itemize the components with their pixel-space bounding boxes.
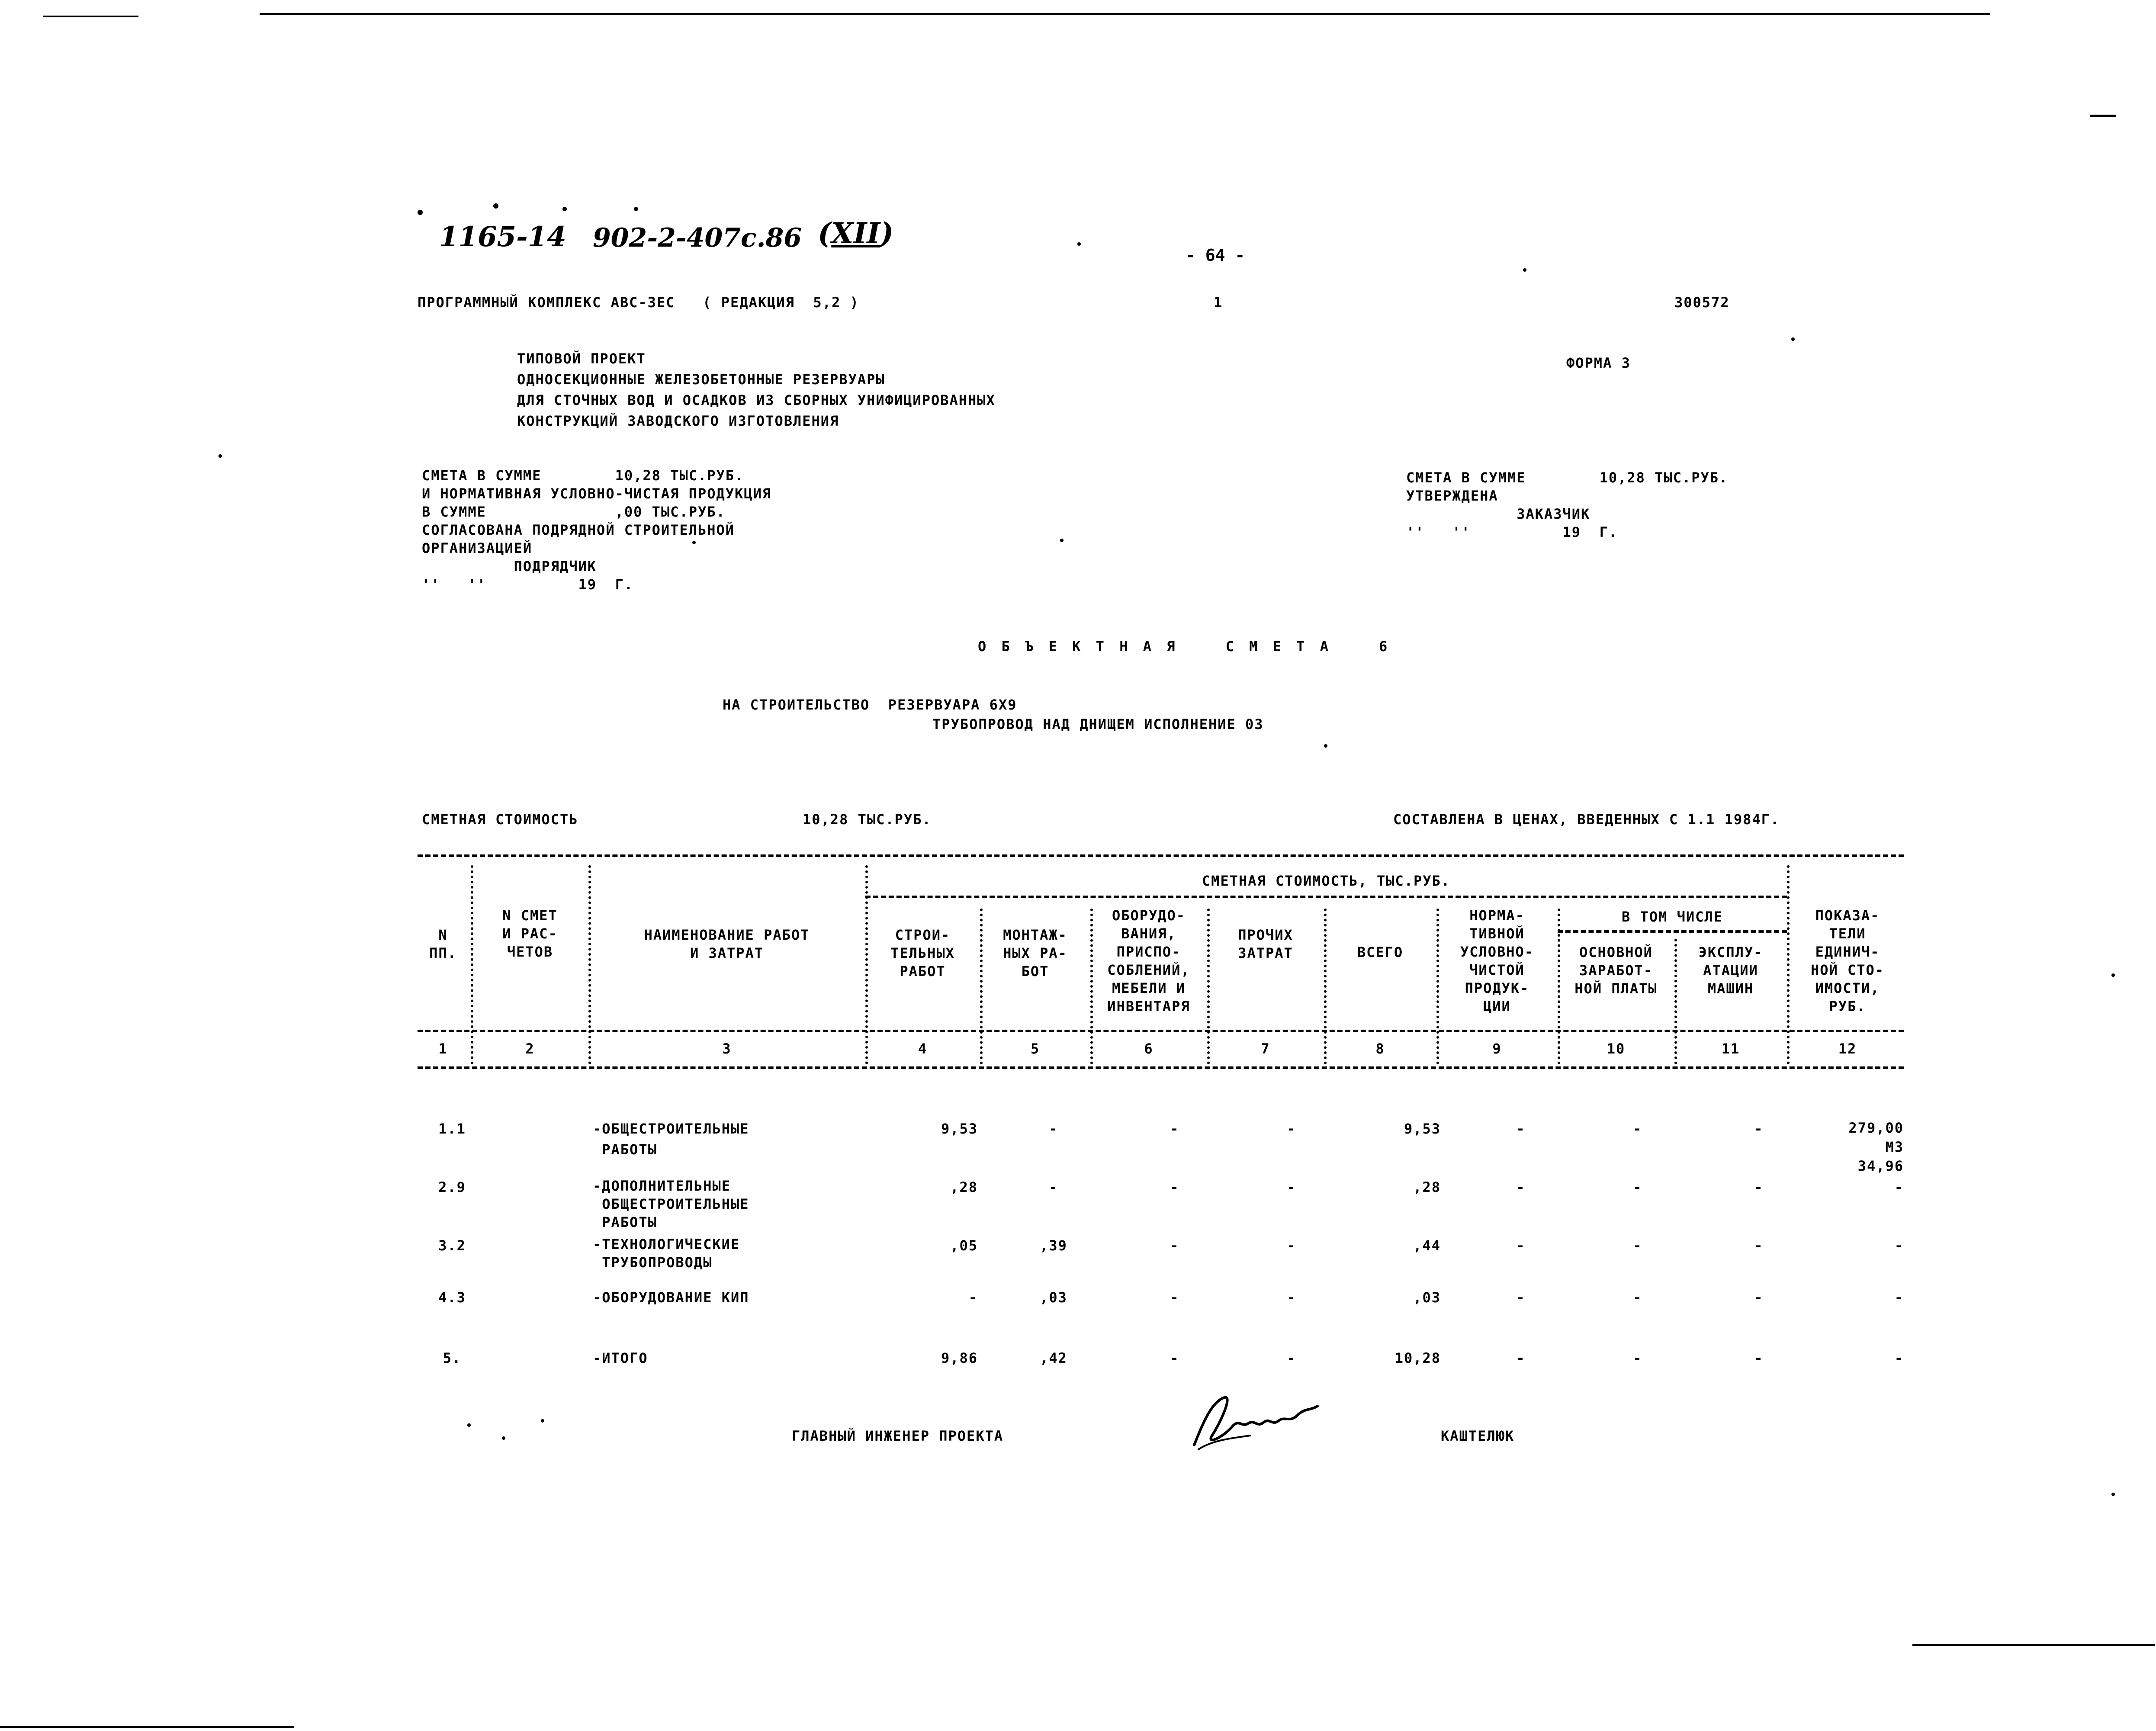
row-machines: - [1754, 1237, 1764, 1254]
volume-number: XII [831, 216, 880, 250]
row-equipment: - [1170, 1350, 1179, 1366]
approval-right-line: СМЕТА В СУММЕ 10,28 ТЫС.РУБ. [1406, 469, 1729, 486]
approval-right-line: '' '' 19 Г. [1406, 524, 1618, 540]
header-construction: СТРОИ- ТЕЛЬНЫХ РАБОТ [890, 927, 955, 980]
row-number: 5. [443, 1350, 462, 1366]
estimated-cost-label: СМЕТНАЯ СТОИМОСТЬ [422, 811, 578, 828]
approval-right-line: ЗАКАЗЧИК [1406, 506, 1590, 522]
table-rule-incl [1558, 930, 1787, 933]
row-total: 10,28 [1394, 1350, 1441, 1366]
row-construction: 9,53 [941, 1121, 978, 1137]
row-name: -ТЕХНОЛОГИЧЕСКИЕ ТРУБОПРОВОДЫ [593, 1236, 740, 1271]
row-wages: - [1633, 1121, 1642, 1137]
row-equipment: - [1170, 1179, 1179, 1195]
column-number: 6 [1144, 1041, 1154, 1057]
approval-left-line: И НОРМАТИВНАЯ УСЛОВНО-ЧИСТАЯ ПРОДУКЦИЯ [422, 485, 772, 502]
chief-engineer-name: КАШТЕЛЮК [1441, 1428, 1515, 1444]
scan-speck [634, 207, 638, 211]
document-title: О Б Ъ Е К Т Н А Я С М Е Т А 6 [978, 638, 1391, 655]
row-installation: - [1049, 1179, 1058, 1195]
estimated-cost-value: 10,28 ТЫС.РУБ. [803, 811, 932, 828]
row-unit-cost: - [1894, 1350, 1904, 1366]
scan-speck [502, 1436, 505, 1440]
row-wages: - [1633, 1237, 1642, 1254]
approval-left-line: ОРГАНИЗАЦИЕЙ [422, 540, 533, 556]
scan-speck [467, 1423, 471, 1427]
row-machines: - [1754, 1289, 1764, 1306]
row-total: ,44 [1413, 1237, 1441, 1254]
row-construction: ,28 [950, 1179, 978, 1195]
column-number: 7 [1261, 1041, 1270, 1057]
project-line: КОНСТРУКЦИЙ ЗАВОДСКОГО ИЗГОТОВЛЕНИЯ [517, 413, 839, 429]
col-separator [588, 865, 591, 1064]
row-wages: - [1633, 1350, 1642, 1366]
row-machines: - [1754, 1350, 1764, 1366]
row-name: -ОБОРУДОВАНИЕ КИП [593, 1289, 749, 1306]
row-number: 4.3 [438, 1289, 466, 1306]
scan-speck [541, 1419, 544, 1423]
handwritten-code-right: 902-2-407с.86 [593, 223, 802, 253]
column-number: 11 [1721, 1041, 1740, 1057]
row-unit-cost: - [1894, 1237, 1904, 1254]
approval-left-line: '' '' 19 Г. [422, 576, 634, 593]
document-number: 300572 [1674, 294, 1730, 311]
scan-speck [562, 207, 567, 211]
column-number: 3 [722, 1041, 732, 1057]
scan-speck [1060, 539, 1064, 542]
table-rule-header [418, 1030, 1904, 1032]
subject-line-1: НА СТРОИТЕЛЬСТВО РЕЗЕРВУАРА 6Х9 [723, 697, 1017, 713]
column-number: 5 [1030, 1041, 1040, 1057]
row-equipment: - [1170, 1121, 1179, 1137]
scan-edge-line [43, 16, 138, 17]
scan-speck [2111, 1493, 2115, 1496]
row-installation: - [1049, 1121, 1058, 1137]
row-other: - [1287, 1289, 1296, 1306]
row-construction: - [968, 1289, 978, 1306]
row-equipment: - [1170, 1237, 1179, 1254]
project-line: ДЛЯ СТОЧНЫХ ВОД И ОСАДКОВ ИЗ СБОРНЫХ УНИФИЦИРОВАННЫХ [517, 392, 996, 408]
header-unit-cost: ПОКАЗА- ТЕЛИ ЕДИНИЧ- НОЙ СТО- ИМОСТИ, РУБ. [1810, 907, 1885, 1015]
sheet-number: 1 [1214, 294, 1223, 311]
scan-speck [1077, 242, 1081, 246]
header-net-production: НОРМА- ТИВНОЙ УСЛОВНО- ЧИСТОЙ ПРОДУК- ЦИИ [1460, 907, 1534, 1015]
row-number: 1.1 [438, 1121, 466, 1137]
row-net-production: - [1516, 1289, 1526, 1306]
signature [1186, 1384, 1324, 1458]
scan-speck [1791, 337, 1795, 341]
project-line: ТИПОВОЙ ПРОЕКТ [517, 350, 646, 367]
row-net-production: - [1516, 1350, 1526, 1366]
scan-edge-line [0, 1726, 294, 1728]
row-net-production: - [1516, 1179, 1526, 1195]
row-unit-cost: 279,00 М3 34,96 [1848, 1120, 1904, 1174]
column-number: 8 [1375, 1041, 1385, 1057]
approval-right-line: УТВЕРЖДЕНА [1406, 488, 1498, 504]
row-other: - [1287, 1350, 1296, 1366]
approval-left-line: СМЕТА В СУММЕ 10,28 ТЫС.РУБ. [422, 467, 744, 484]
row-construction: ,05 [950, 1237, 978, 1254]
table-rule-group [865, 896, 1787, 898]
scan-speck [1324, 744, 1327, 748]
program-header: ПРОГРАММНЫЙ КОМПЛЕКС АВС-ЗЕС ( РЕДАКЦИЯ 5,2 ) [418, 294, 859, 311]
header-estimate-number: N СМЕТ И РАС- ЧЕТОВ [502, 907, 558, 960]
row-construction: 9,86 [941, 1350, 978, 1366]
approval-left-line: ПОДРЯДЧИК [422, 558, 597, 575]
row-wages: - [1633, 1289, 1642, 1306]
subject-line-2: ТРУБОПРОВОД НАД ДНИЩЕМ ИСПОЛНЕНИЕ 03 [932, 716, 1264, 732]
scan-speck [692, 541, 696, 544]
header-other-costs: ПРОЧИХ ЗАТРАТ [1238, 927, 1293, 961]
column-number: 12 [1838, 1041, 1857, 1057]
scan-edge-line [260, 13, 1990, 15]
header-work-name: НАИМЕНОВАНИЕ РАБОТ И ЗАТРАТ [644, 927, 810, 961]
price-basis: СОСТАВЛЕНА В ЦЕНАХ, ВВЕДЕННЫХ С 1.1 1984Г. [1393, 811, 1780, 828]
header-equipment: ОБОРУДО- ВАНИЯ, ПРИСПО- СОБЛЕНИЙ, МЕБЕЛИ И ИНВЕНТАРЯ [1107, 907, 1190, 1015]
header-total: ВСЕГО [1357, 944, 1404, 960]
chief-engineer-label: ГЛАВНЫЙ ИНЖЕНЕР ПРОЕКТА [792, 1428, 1004, 1444]
row-number: 3.2 [438, 1237, 466, 1254]
header-machine-operation: ЭКСПЛУ- АТАЦИИ МАШИН [1698, 944, 1763, 997]
row-unit-cost: - [1894, 1289, 1904, 1306]
scan-speck [1523, 268, 1526, 272]
handwritten-code-left: 1165-14 [439, 221, 566, 253]
row-number: 2.9 [438, 1179, 466, 1195]
row-name: -ИТОГО [593, 1350, 648, 1366]
row-wages: - [1633, 1179, 1642, 1195]
group-header-cost: СМЕТНАЯ СТОИМОСТЬ, ТЫС.РУБ. [1202, 873, 1451, 889]
header-row-number: N ПП. [429, 927, 457, 961]
project-line: ОДНОСЕКЦИОННЫЕ ЖЕЛЕЗОБЕТОННЫЕ РЕЗЕРВУАРЫ [517, 371, 885, 388]
header-installation: МОНТАЖ- НЫХ РА- БОТ [1003, 927, 1067, 980]
scan-speck [418, 210, 423, 215]
row-net-production: - [1516, 1121, 1526, 1137]
row-machines: - [1754, 1179, 1764, 1195]
row-other: - [1287, 1237, 1296, 1254]
approval-left-line: В СУММЕ ,00 ТЫС.РУБ. [422, 504, 726, 520]
header-basic-wages: ОСНОВНОЙ ЗАРАБОТ- НОЙ ПЛАТЫ [1574, 944, 1658, 997]
row-unit-cost: - [1894, 1179, 1904, 1195]
table-rule-numbers [418, 1066, 1904, 1069]
row-equipment: - [1170, 1289, 1179, 1306]
row-installation: ,39 [1040, 1237, 1067, 1254]
table-rule-top [418, 854, 1904, 857]
column-number: 4 [918, 1041, 928, 1057]
column-number: 10 [1607, 1041, 1626, 1057]
row-total: ,28 [1413, 1179, 1441, 1195]
page-number: - 64 - [1186, 246, 1245, 265]
row-installation: ,42 [1040, 1350, 1067, 1366]
column-number: 1 [438, 1041, 448, 1057]
handwritten-volume: (XII) [818, 216, 894, 250]
scan-speck [493, 203, 498, 209]
col-separator [471, 865, 473, 1064]
group-header-including: В ТОМ ЧИСЛЕ [1622, 909, 1723, 925]
scan-edge-line [2090, 115, 2116, 117]
column-number: 9 [1492, 1041, 1502, 1057]
column-number: 2 [525, 1041, 535, 1057]
row-other: - [1287, 1179, 1296, 1195]
form-label: ФОРМА 3 [1566, 355, 1631, 371]
approval-left-line: СОГЛАСОВАНА ПОДРЯДНОЙ СТРОИТЕЛЬНОЙ [422, 522, 735, 538]
scan-speck [218, 454, 222, 458]
row-installation: ,03 [1040, 1289, 1067, 1306]
scan-edge-line [1912, 1644, 2155, 1646]
row-total: 9,53 [1404, 1121, 1441, 1137]
row-machines: - [1754, 1121, 1764, 1137]
row-total: ,03 [1413, 1289, 1441, 1306]
row-other: - [1287, 1121, 1296, 1137]
row-name: -ДОПОЛНИТЕЛЬНЫЕ ОБЩЕСТРОИТЕЛЬНЫЕ РАБОТЫ [593, 1178, 749, 1230]
scan-speck [2111, 973, 2115, 977]
row-net-production: - [1516, 1237, 1526, 1254]
row-name: -ОБЩЕСТРОИТЕЛЬНЫЕ РАБОТЫ [593, 1121, 749, 1158]
